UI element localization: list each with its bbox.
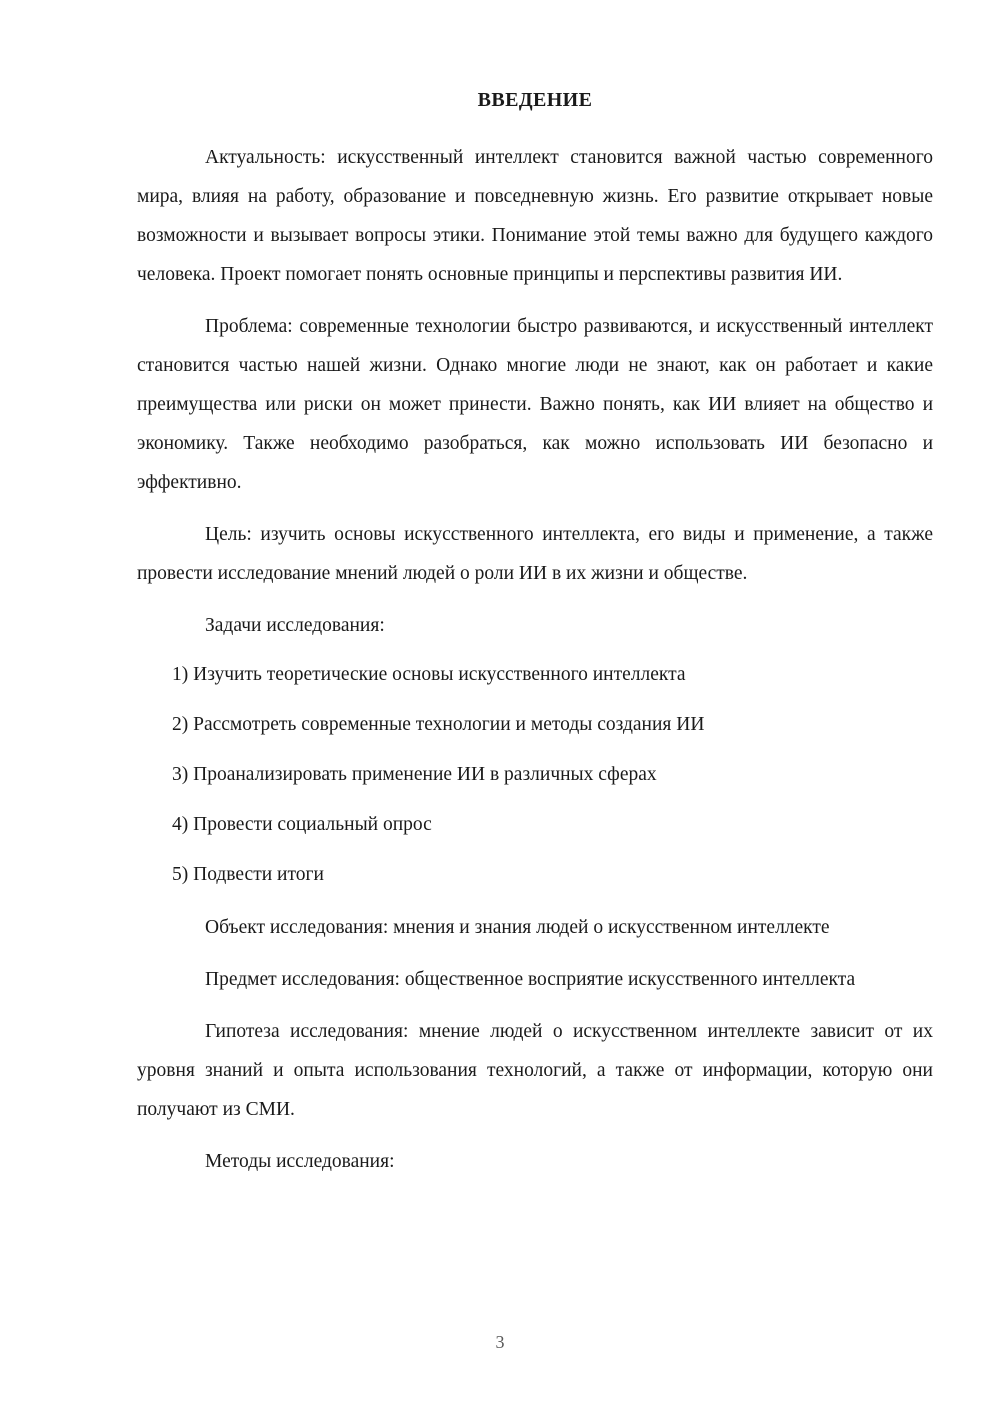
document-body [137,88,933,1191]
paragraph-relevance: Актуальность: искусственный интеллект становится важной частью современного мира, влияя на работу, образование и повседневную жизнь. Его развитие открывает новые возможности и вызывает вопросы этики. Понимание этой темы важно для будущего каждого человека. Проект помогает понять основные принципы и перспективы развития ИИ. [137,147,933,285]
paragraph-subject: Предмет исследования: общественное восприятие искусственного интеллекта [205,969,856,990]
list-item: 5) Подвести итоги [172,864,324,885]
page-title: ВВЕДЕНИЕ [477,89,593,111]
list-item: 3) Проанализировать применение ИИ в различных сферах [172,764,657,785]
paragraph-goal: Цель: изучить основы искусственного интеллекта, его виды и применение, а также провести исследование мнений людей о роли ИИ в их жизни и обществе. [137,524,933,584]
paragraph-object: Объект исследования: мнения и знания людей о искусственном интеллекте [205,917,830,938]
list-item: 2) Рассмотреть современные технологии и методы создания ИИ [172,714,705,735]
methods-intro-label: Методы исследования: [205,1151,395,1172]
page-number: 3 [495,1332,505,1352]
paragraph-problem: Проблема: современные технологии быстро развиваются, и искусственный интеллект становится частью нашей жизни. Однако многие люди не знают, как он работает и какие преимущества или риски он может принести. Важно понять, как ИИ влияет на общество и экономику. Также необходимо разобраться, как можно использовать ИИ безопасно и эффективно. [137,316,933,493]
paragraph-hypothesis: Гипотеза исследования: мнение людей о искусственном интеллекте зависит от их уровня знаний и опыта использования технологий, а также от информации, которую они получают из СМИ. [137,1021,933,1120]
list-item: 4) Провести социальный опрос [172,814,432,835]
tasks-intro-label: Задачи исследования: [205,615,385,636]
list-item: 1) Изучить теоретические основы искусственного интеллекта [172,664,686,685]
tasks-list [137,655,933,894]
